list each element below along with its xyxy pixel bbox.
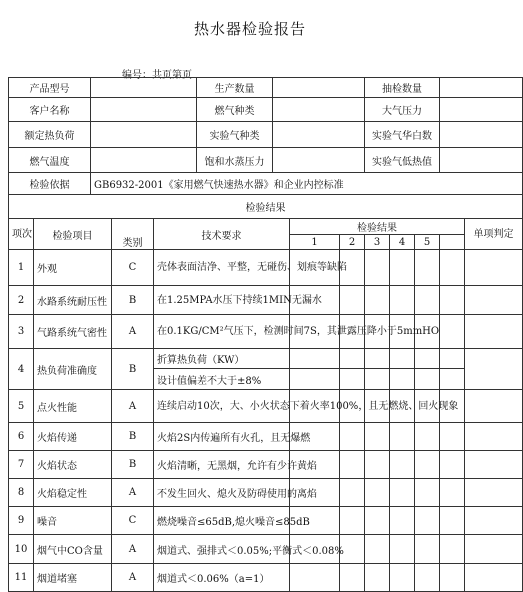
basis-row — [9, 173, 523, 195]
label-vapor-pressure: 饱和水蒸压力 — [197, 148, 273, 173]
value-customer-name[interactable] — [91, 98, 197, 122]
result-cell[interactable] — [390, 507, 415, 535]
col-header-requirement: 技术要求 — [154, 219, 290, 250]
row-category: A — [112, 390, 154, 423]
result-cell[interactable] — [390, 423, 415, 451]
col-header-results: 检验结果 — [290, 219, 465, 235]
result-cell[interactable] — [415, 423, 440, 451]
header-row — [9, 78, 523, 98]
result-col-4: 4 — [390, 235, 415, 250]
result-cell[interactable] — [415, 451, 440, 479]
result-cell[interactable] — [390, 451, 415, 479]
value-product-model[interactable] — [91, 78, 197, 98]
row-item: 热负荷准确度 — [34, 349, 112, 390]
table-row — [9, 535, 523, 564]
row-no: 6 — [9, 423, 34, 451]
report-title: 热水器检验报告 — [193, 20, 306, 38]
result-cell[interactable] — [365, 451, 390, 479]
row-item: 火焰状态 — [34, 451, 112, 479]
row-no: 8 — [9, 479, 34, 507]
row-requirement: 壳体表面洁净、平整，无碰伤、划痕等缺陷 — [154, 250, 290, 286]
table-row — [9, 423, 523, 451]
value-atm-pressure[interactable] — [440, 98, 523, 122]
table-row — [9, 286, 523, 315]
row-item: 噪音 — [34, 507, 112, 535]
result-cell[interactable] — [440, 369, 465, 390]
row-requirement: 燃烧噪音≤65dB,熄火噪音≤85dB — [154, 507, 290, 535]
value-rated-heat-load[interactable] — [91, 122, 197, 148]
result-cell[interactable] — [390, 250, 415, 286]
result-cell[interactable] — [390, 535, 415, 564]
result-cell[interactable] — [290, 369, 340, 390]
result-cell[interactable] — [415, 369, 440, 390]
result-col-1: 1 — [290, 235, 340, 250]
judgement-cell[interactable] — [465, 479, 523, 507]
row-requirement: 火焰清晰，无黑烟，允许有少许黄焰 — [154, 451, 290, 479]
result-cell[interactable] — [340, 349, 365, 369]
row-category: A — [112, 315, 154, 349]
label-sample-qty: 抽检数量 — [365, 78, 440, 98]
result-col-blank — [440, 235, 465, 250]
value-low-heat-value[interactable] — [440, 148, 523, 173]
result-cell[interactable] — [290, 349, 340, 369]
row-no: 10 — [9, 535, 34, 564]
row-no: 1 — [9, 250, 34, 286]
table-row — [9, 349, 523, 369]
table-row — [9, 315, 523, 349]
result-cell[interactable] — [440, 564, 465, 592]
result-cell[interactable] — [440, 315, 465, 349]
result-cell[interactable] — [440, 507, 465, 535]
row-no: 11 — [9, 564, 34, 592]
label-low-heat-value: 实验气低热值 — [365, 148, 440, 173]
value-production-qty[interactable] — [273, 78, 365, 98]
result-cell[interactable] — [415, 507, 440, 535]
row-no: 2 — [9, 286, 34, 315]
row-item: 火焰传递 — [34, 423, 112, 451]
result-cell[interactable] — [390, 369, 415, 390]
label-rated-heat-load: 额定热负荷 — [9, 122, 91, 148]
row-item: 烟气中CO含量 — [34, 535, 112, 564]
row-category: C — [112, 507, 154, 535]
result-cell[interactable] — [440, 286, 465, 315]
result-cell[interactable] — [415, 349, 440, 369]
col-header-no: 项次 — [9, 219, 34, 250]
value-wobbe-index[interactable] — [440, 122, 523, 148]
row-category: A — [112, 535, 154, 564]
result-cell[interactable] — [440, 423, 465, 451]
table-row — [9, 507, 523, 535]
result-col-3: 3 — [365, 235, 390, 250]
result-cell[interactable] — [365, 507, 390, 535]
result-cell[interactable] — [365, 479, 390, 507]
table-row — [9, 250, 523, 286]
label-atm-pressure: 大气压力 — [365, 98, 440, 122]
judgement-cell[interactable] — [465, 250, 523, 286]
row-item: 气路系统气密性 — [34, 315, 112, 349]
row-category: B — [112, 423, 154, 451]
basis-text: GB6932-2001《家用燃气快速热水器》和企业内控标准 — [91, 173, 523, 195]
result-cell[interactable] — [340, 369, 365, 390]
judgement-cell[interactable] — [465, 390, 523, 423]
result-cell[interactable] — [340, 564, 365, 592]
result-cell[interactable] — [415, 479, 440, 507]
result-cell[interactable] — [390, 349, 415, 369]
row-requirement: 折算热负荷（KW） — [154, 349, 290, 369]
label-wobbe-index: 实验气华白数 — [365, 122, 440, 148]
result-cell[interactable] — [365, 369, 390, 390]
row-no: 5 — [9, 390, 34, 423]
row-item: 烟道堵塞 — [34, 564, 112, 592]
row-category: A — [112, 564, 154, 592]
result-cell[interactable] — [365, 250, 390, 286]
row-category: A — [112, 479, 154, 507]
report-form — [8, 77, 523, 592]
judgement-cell[interactable] — [465, 564, 523, 592]
result-cell[interactable] — [390, 479, 415, 507]
label-gas-type: 燃气种类 — [197, 98, 273, 122]
result-cell[interactable] — [365, 423, 390, 451]
value-gas-temperature[interactable] — [91, 148, 197, 173]
result-cell[interactable] — [340, 451, 365, 479]
result-cell[interactable] — [365, 564, 390, 592]
label-product-model: 产品型号 — [9, 78, 91, 98]
row-no: 4 — [9, 349, 34, 390]
col-header-category: 类别 — [112, 219, 154, 250]
header-row — [9, 98, 523, 122]
result-cell[interactable] — [390, 564, 415, 592]
table-row — [9, 564, 523, 592]
row-category: C — [112, 250, 154, 286]
judgement-cell[interactable] — [465, 535, 523, 564]
row-no: 7 — [9, 451, 34, 479]
value-gas-type[interactable] — [273, 98, 365, 122]
result-cell[interactable] — [340, 507, 365, 535]
table-row — [9, 451, 523, 479]
result-cell[interactable] — [415, 286, 440, 315]
result-cell[interactable] — [440, 250, 465, 286]
result-cell[interactable] — [440, 451, 465, 479]
judgement-cell[interactable] — [465, 315, 523, 349]
result-cell[interactable] — [440, 535, 465, 564]
row-category: B — [112, 451, 154, 479]
row-requirement-2: 设计值偏差不大于±8% — [154, 369, 290, 390]
label-test-gas-type: 实验气种类 — [197, 122, 273, 148]
table-row — [9, 479, 523, 507]
result-cell[interactable] — [415, 250, 440, 286]
judgement-cell[interactable] — [465, 451, 523, 479]
result-cell[interactable] — [440, 349, 465, 369]
table-row — [9, 390, 523, 423]
row-no: 9 — [9, 507, 34, 535]
row-requirement: 火焰2S内传遍所有火孔，且无爆燃 — [154, 423, 290, 451]
header-row — [9, 148, 523, 173]
row-requirement: 连续启动10次，大、小火状态下着火率100%，且无燃烧、回火现象 — [154, 390, 290, 423]
row-item: 火焰稳定性 — [34, 479, 112, 507]
row-requirement: 不发生回火、熄火及防碍使用的离焰 — [154, 479, 290, 507]
result-cell[interactable] — [340, 423, 365, 451]
row-no: 3 — [9, 315, 34, 349]
value-test-gas-type[interactable] — [273, 122, 365, 148]
result-cell[interactable] — [365, 535, 390, 564]
col-header-judgement: 单项判定 — [465, 219, 523, 250]
col-header-item: 检验项目 — [34, 219, 112, 250]
results-title-row — [9, 195, 523, 219]
row-category: B — [112, 349, 154, 390]
row-requirement: 烟道式＜0.06%（a=1） — [154, 564, 290, 592]
row-category: B — [112, 286, 154, 315]
row-requirement: 在0.1KG/CM²气压下，检测时间7S，其泄露压降小于5mmHO — [154, 315, 290, 349]
value-sample-qty[interactable] — [440, 78, 523, 98]
label-production-qty: 生产数量 — [197, 78, 273, 98]
judgement-cell[interactable] — [465, 349, 523, 390]
results-title: 检验结果 — [9, 195, 523, 219]
judgement-cell[interactable] — [465, 286, 523, 315]
result-cell[interactable] — [340, 286, 365, 315]
row-item: 点火性能 — [34, 390, 112, 423]
result-cell[interactable] — [365, 286, 390, 315]
result-cell[interactable] — [365, 349, 390, 369]
result-cell[interactable] — [290, 564, 340, 592]
judgement-cell[interactable] — [465, 423, 523, 451]
row-requirement: 烟道式、强排式＜0.05%;平衡式＜0.08% — [154, 535, 290, 564]
basis-label: 检验依据 — [9, 173, 91, 195]
label-gas-temperature: 燃气温度 — [9, 148, 91, 173]
result-cell[interactable] — [390, 286, 415, 315]
serial-number: 编号：共页第页 — [122, 70, 192, 81]
judgement-cell[interactable] — [465, 507, 523, 535]
row-item: 水路系统耐压性 — [34, 286, 112, 315]
result-cell[interactable] — [415, 564, 440, 592]
result-col-5: 5 — [415, 235, 440, 250]
column-header-row — [9, 219, 523, 235]
result-cell[interactable] — [440, 479, 465, 507]
header-row — [9, 122, 523, 148]
result-cell[interactable] — [415, 535, 440, 564]
label-customer-name: 客户名称 — [9, 98, 91, 122]
row-item: 外观 — [34, 250, 112, 286]
value-vapor-pressure[interactable] — [273, 148, 365, 173]
result-col-2: 2 — [340, 235, 365, 250]
result-cell[interactable] — [340, 479, 365, 507]
row-requirement: 在1.25MPA水压下持续1MIN无漏水 — [154, 286, 290, 315]
